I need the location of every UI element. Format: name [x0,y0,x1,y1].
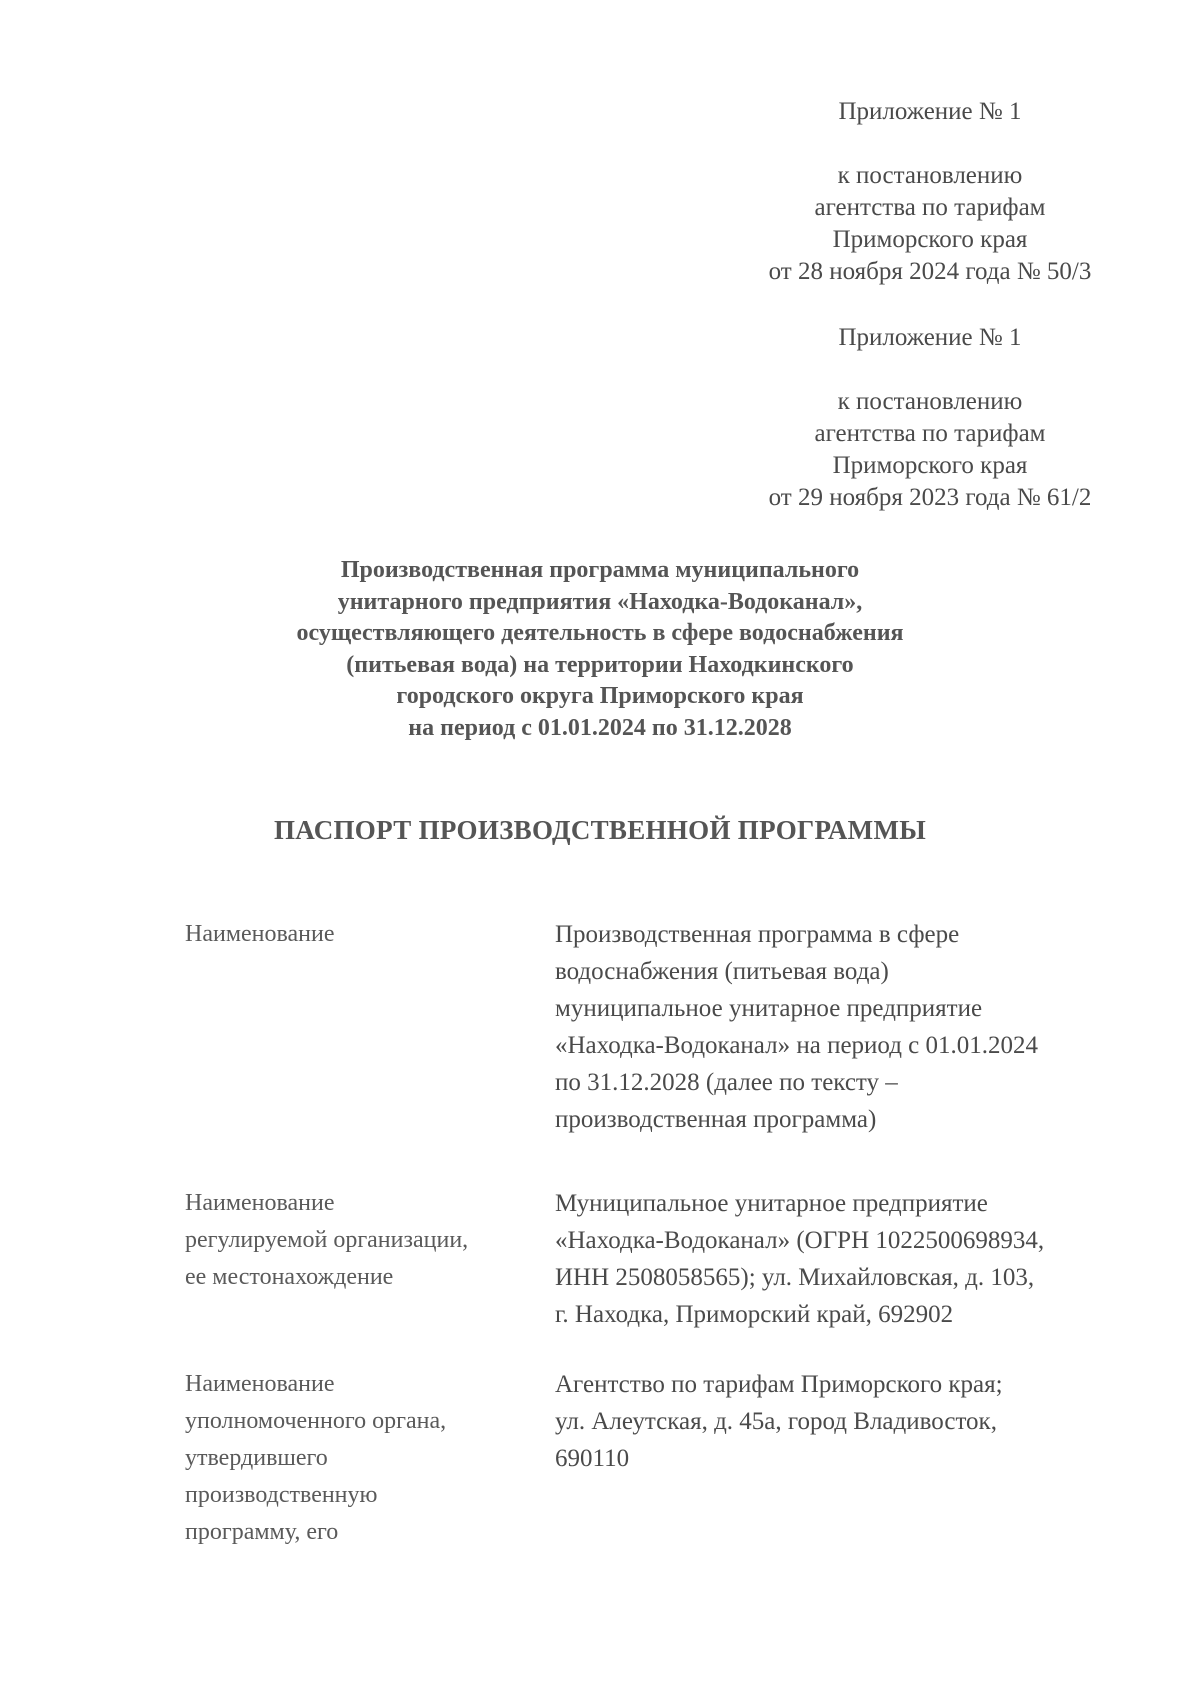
label-line: производственную [185,1482,378,1508]
appendix-previous [700,322,1160,514]
row-value [555,916,1115,1138]
label-line: Наименование [185,1190,335,1216]
passport-heading: ПАСПОРТ ПРОИЗВОДСТВЕННОЙ ПРОГРАММЫ [273,815,927,845]
value-line: производственная программа) [555,1106,877,1133]
appendix-number: Приложение № 1 [838,324,1022,351]
appendix-number: Приложение № 1 [838,98,1022,125]
value-line: ул. Алеутская, д. 45а, город Владивосток, [555,1408,997,1435]
value-line: Производственная программа в сфере [555,921,960,948]
title-line: Производственная программа муниципального [340,557,860,583]
appendix-line: к постановлению [837,162,1023,189]
value-line: «Находка-Водоканал» (ОГРН 1022500698934, [555,1227,1045,1254]
value-line: 690110 [555,1445,630,1472]
document-title [240,555,960,744]
label-line: Наименование [185,921,335,947]
value-line: муниципальное унитарное предприятие [555,995,983,1022]
passport-row-name [185,916,1125,1138]
appendix-line: Приморского края [832,226,1028,253]
title-line: (питьевая вода) на территории Находкинского [346,651,854,678]
row-label [185,916,555,1138]
row-value [555,1366,1115,1551]
appendix-line: агентства по тарифам [814,420,1046,447]
label-line: ее местонахождение [185,1264,394,1290]
title-line: унитарного предприятия «Находка-Водоканал», [337,588,863,615]
appendix-line: Приморского края [832,452,1028,479]
appendix-date-line: от 28 ноября 2024 года № 50/3 [768,258,1092,285]
appendix-line: к постановлению [837,388,1023,415]
row-value [555,1185,1115,1333]
appendix-line: агентства по тарифам [814,194,1046,221]
value-line: Муниципальное унитарное предприятие [555,1190,988,1217]
value-line: по 31.12.2028 (далее по тексту – [555,1069,898,1096]
label-line: регулируемой организации, [185,1227,469,1253]
passport-row-organization [185,1185,1125,1333]
value-line: «Находка-Водоканал» на период с 01.01.2024 [555,1032,1039,1059]
row-label [185,1366,555,1551]
value-line: водоснабжения (питьевая вода) [555,958,889,985]
appendix-current [700,96,1160,288]
value-line: Агентство по тарифам Приморского края; [555,1371,1003,1398]
title-line: осуществляющего деятельность в сфере водоснабжения [296,620,904,646]
title-line: городского округа Приморского края [396,683,804,709]
value-line: ИНН 2508058565); ул. Михайловская, д. 103, [555,1264,1035,1291]
row-label [185,1185,555,1333]
value-line: г. Находка, Приморский край, 692902 [555,1301,954,1328]
label-line: утвердившего [185,1445,328,1471]
passport-row-authority [185,1366,1125,1551]
title-line: на период с 01.01.2024 по 31.12.2028 [408,714,792,741]
label-line: уполномоченного органа, [185,1408,447,1434]
appendix-date-line: от 29 ноября 2023 года № 61/2 [768,484,1092,511]
label-line: программу, его [185,1519,339,1545]
label-line: Наименование [185,1371,335,1397]
